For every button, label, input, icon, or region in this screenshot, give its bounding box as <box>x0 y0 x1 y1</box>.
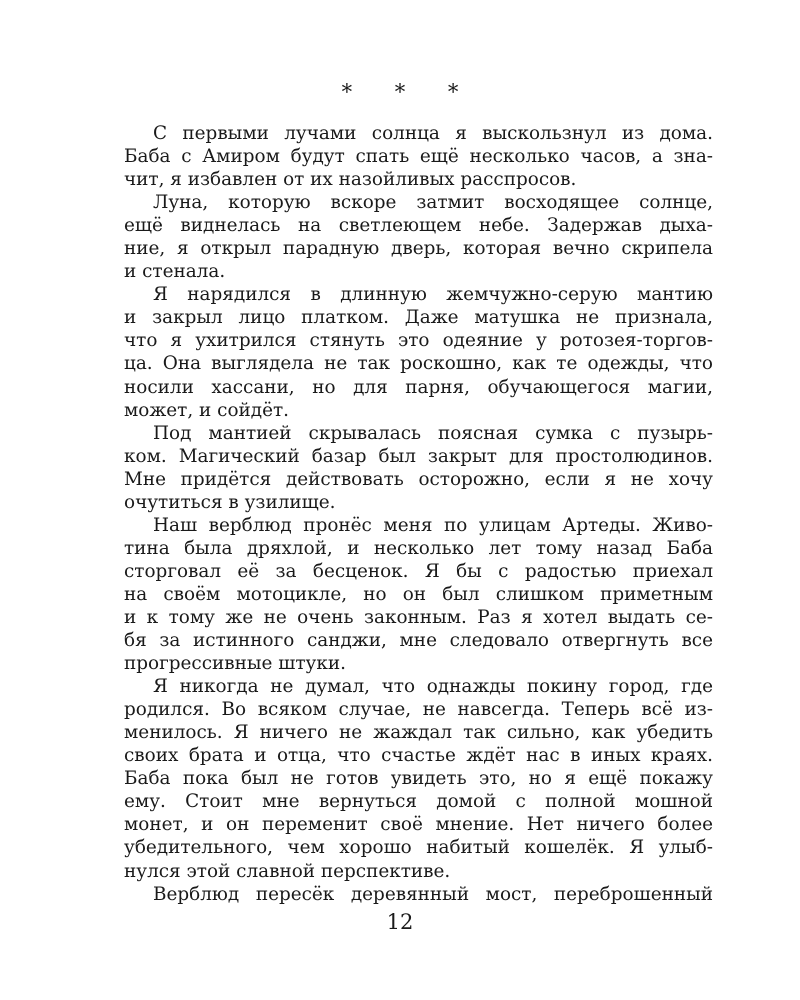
text-line: сторговал её за бесценок. Я бы с радостью приехал <box>124 560 713 582</box>
text-line: менилось. Я ничего не жаждал так сильно, как убедить <box>124 722 713 744</box>
text-line: Мне придётся действовать осторожно, если я не хочу <box>124 468 713 490</box>
text-line: Под мантией скрывалась поясная сумка с пузырь- <box>153 422 713 444</box>
text-line: очутиться в узилище. <box>124 491 336 513</box>
text-line: своих брата и отца, что счастье ждёт нас в иных краях. <box>124 745 713 767</box>
text-line: носили хассани, но для парня, обучающегося магии, <box>124 376 713 398</box>
text-line: ещё виднелась на светлеющем небе. Задержав дыха- <box>124 215 713 237</box>
page-number: 12 <box>386 910 414 934</box>
text-line: ему. Стоит мне вернуться домой с полной мошной <box>124 791 713 813</box>
body-text <box>124 122 713 906</box>
text-line: Верблюд пересёк деревянный мост, переброшенный <box>153 883 713 905</box>
section-separator: * * * <box>341 80 477 104</box>
text-line: прогрессивные штуки. <box>124 653 346 675</box>
text-line: что я ухитрился стянуть это одеяние у ротозея-торгов- <box>124 330 713 352</box>
text-line: Наш верблюд пронёс меня по улицам Артеды. Живо- <box>153 514 713 536</box>
text-line: С первыми лучами солнца я выскользнул из дома. <box>153 123 713 144</box>
text-line: на своём мотоцикле, но он был слишком приметным <box>124 583 713 605</box>
text-line: и к тому же не очень законным. Раз я хотел выдать се- <box>124 606 713 628</box>
text-line: Луна, которую вскоре затмит восходящее солнце, <box>153 192 713 214</box>
text-line: тина была дряхлой, и несколько лет тому назад Баба <box>124 537 713 559</box>
text-line: бя за истинного санджи, мне следовало отвергнуть все <box>124 630 713 652</box>
text-line: Я никогда не думал, что однажды покину город, где <box>153 676 713 698</box>
text-line: родился. Во всяком случае, не навсегда. Теперь всё из- <box>124 699 713 721</box>
text-line: ца. Она выглядела не так роскошно, как те одежды, что <box>124 353 713 375</box>
text-line: Баба с Амиром будут спать ещё несколько часов, а зна- <box>124 146 713 168</box>
text-line: ние, я открыл парадную дверь, которая вечно скрипела <box>124 238 713 260</box>
text-line: чит, я избавлен от их назойливых расспросов. <box>124 169 577 191</box>
text-line: может, и сойдёт. <box>124 399 290 421</box>
text-line: Баба пока был не готов увидеть это, но я ещё покажу <box>124 768 713 790</box>
text-line: убедительного, чем хорошо набитый кошелёк. Я улыб- <box>124 837 713 859</box>
text-line: Я нарядился в длинную жемчужно-серую мантию <box>153 284 713 306</box>
text-line: нулся этой славной перспективе. <box>124 860 451 882</box>
text-line: и закрыл лицо платком. Даже матушка не признала, <box>124 307 713 329</box>
text-line: ком. Магический базар был закрыт для простолюдинов. <box>124 445 713 467</box>
text-line: и стенала. <box>124 261 226 283</box>
text-line: монет, и он переменит своё мнение. Нет ничего более <box>124 814 713 836</box>
